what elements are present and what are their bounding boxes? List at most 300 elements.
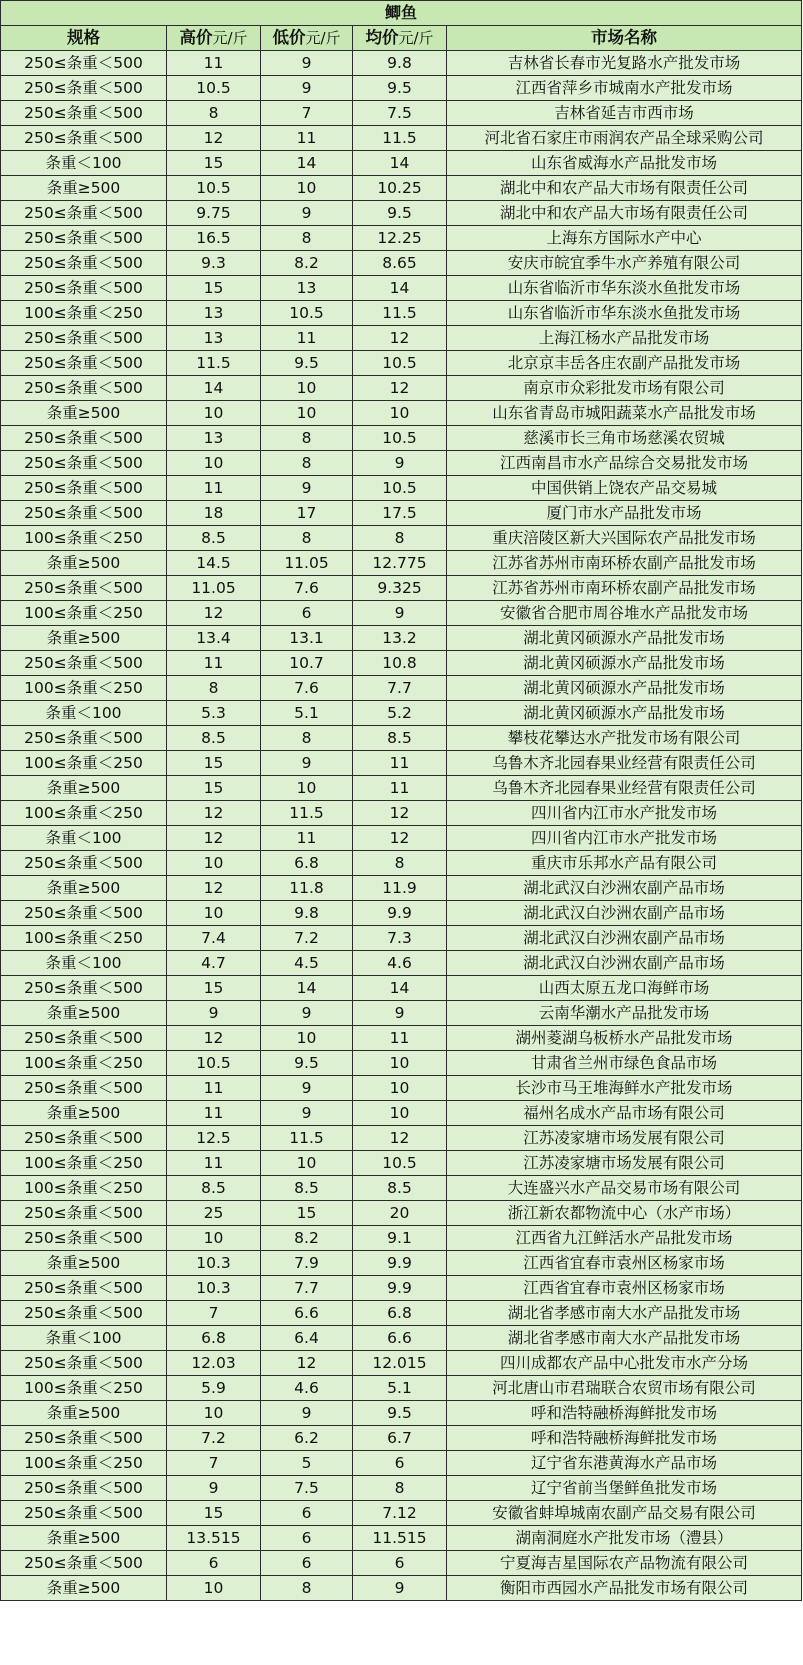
cell-high-price: 10.3 — [167, 1251, 261, 1276]
cell-high-price: 4.7 — [167, 951, 261, 976]
cell-low-price: 6 — [261, 1551, 353, 1576]
cell-high-price: 5.3 — [167, 701, 261, 726]
header-low-price — [261, 26, 353, 51]
cell-market: 衡阳市西园水产品批发市场有限公司 — [447, 1576, 802, 1601]
cell-spec: 250≤条重＜500 — [1, 501, 167, 526]
cell-spec: 条重＜100 — [1, 151, 167, 176]
cell-spec: 250≤条重＜500 — [1, 1276, 167, 1301]
cell-avg-price: 9 — [353, 601, 447, 626]
cell-market: 河北省石家庄市雨润农产品全球采购公司 — [447, 126, 802, 151]
table-row — [1, 126, 802, 151]
cell-high-price: 13 — [167, 426, 261, 451]
cell-avg-price: 9.325 — [353, 576, 447, 601]
header-low-label: 低价 — [272, 28, 306, 47]
cell-avg-price: 5.1 — [353, 1376, 447, 1401]
cell-market: 江西省宜春市袁州区杨家市场 — [447, 1251, 802, 1276]
cell-spec: 条重≥500 — [1, 176, 167, 201]
table-row — [1, 651, 802, 676]
table-row — [1, 501, 802, 526]
cell-low-price: 9 — [261, 1001, 353, 1026]
cell-avg-price: 9 — [353, 451, 447, 476]
table-row — [1, 826, 802, 851]
cell-market: 湖北武汉白沙洲农副产品市场 — [447, 951, 802, 976]
cell-market: 呼和浩特融桥海鲜批发市场 — [447, 1426, 802, 1451]
cell-high-price: 6 — [167, 1551, 261, 1576]
table-row — [1, 1451, 802, 1476]
cell-market: 湖北武汉白沙洲农副产品市场 — [447, 901, 802, 926]
cell-low-price: 6 — [261, 601, 353, 626]
table-title: 鲫鱼 — [1, 1, 802, 26]
cell-market: 四川成都农产品中心批发市水产分场 — [447, 1351, 802, 1376]
cell-low-price: 7.6 — [261, 576, 353, 601]
cell-high-price: 7.4 — [167, 926, 261, 951]
table-row — [1, 1251, 802, 1276]
table-row — [1, 626, 802, 651]
cell-avg-price: 9.8 — [353, 51, 447, 76]
table-row — [1, 576, 802, 601]
cell-low-price: 5.1 — [261, 701, 353, 726]
cell-high-price: 10 — [167, 901, 261, 926]
table-row — [1, 726, 802, 751]
cell-spec: 100≤条重＜250 — [1, 1376, 167, 1401]
cell-market: 辽宁省前当堡鲜鱼批发市场 — [447, 1476, 802, 1501]
table-row — [1, 51, 802, 76]
cell-avg-price: 6 — [353, 1451, 447, 1476]
cell-avg-price: 10.5 — [353, 351, 447, 376]
cell-low-price: 8.2 — [261, 1226, 353, 1251]
cell-spec: 条重≥500 — [1, 1251, 167, 1276]
cell-avg-price: 11.9 — [353, 876, 447, 901]
cell-market: 湖北黄冈硕源水产品批发市场 — [447, 651, 802, 676]
table-row — [1, 301, 802, 326]
cell-market: 乌鲁木齐北园春果业经营有限责任公司 — [447, 776, 802, 801]
cell-spec: 条重≥500 — [1, 626, 167, 651]
cell-avg-price: 10.8 — [353, 651, 447, 676]
cell-avg-price: 9 — [353, 1576, 447, 1601]
cell-high-price: 12 — [167, 601, 261, 626]
cell-spec: 条重＜100 — [1, 951, 167, 976]
cell-avg-price: 10 — [353, 1051, 447, 1076]
cell-low-price: 6.8 — [261, 851, 353, 876]
cell-low-price: 13.1 — [261, 626, 353, 651]
cell-spec: 250≤条重＜500 — [1, 126, 167, 151]
table-row — [1, 401, 802, 426]
cell-avg-price: 4.6 — [353, 951, 447, 976]
cell-low-price: 8 — [261, 1576, 353, 1601]
cell-low-price: 11 — [261, 326, 353, 351]
cell-high-price: 10 — [167, 1226, 261, 1251]
cell-high-price: 8 — [167, 676, 261, 701]
cell-avg-price: 9.5 — [353, 1401, 447, 1426]
cell-high-price: 11 — [167, 1151, 261, 1176]
cell-low-price: 6.4 — [261, 1326, 353, 1351]
cell-market: 吉林省长春市光复路水产批发市场 — [447, 51, 802, 76]
table-row — [1, 1276, 802, 1301]
cell-spec: 100≤条重＜250 — [1, 301, 167, 326]
table-row — [1, 176, 802, 201]
cell-high-price: 7.2 — [167, 1426, 261, 1451]
cell-market: 宁夏海吉星国际农产品物流有限公司 — [447, 1551, 802, 1576]
cell-avg-price: 8 — [353, 526, 447, 551]
cell-low-price: 8 — [261, 526, 353, 551]
cell-spec: 250≤条重＜500 — [1, 1476, 167, 1501]
cell-low-price: 10 — [261, 401, 353, 426]
cell-market: 重庆涪陵区新大兴国际农产品批发市场 — [447, 526, 802, 551]
cell-spec: 100≤条重＜250 — [1, 526, 167, 551]
cell-low-price: 4.6 — [261, 1376, 353, 1401]
cell-spec: 250≤条重＜500 — [1, 1551, 167, 1576]
cell-low-price: 7.9 — [261, 1251, 353, 1276]
cell-market: 厦门市水产品批发市场 — [447, 501, 802, 526]
cell-high-price: 10.5 — [167, 1051, 261, 1076]
cell-avg-price: 20 — [353, 1201, 447, 1226]
cell-market: 安徽省合肥市周谷堆水产品批发市场 — [447, 601, 802, 626]
cell-avg-price: 7.7 — [353, 676, 447, 701]
cell-avg-price: 11.5 — [353, 126, 447, 151]
cell-avg-price: 7.12 — [353, 1501, 447, 1526]
table-row — [1, 1176, 802, 1201]
cell-high-price: 12 — [167, 801, 261, 826]
cell-spec: 条重≥500 — [1, 401, 167, 426]
header-high-price — [167, 26, 261, 51]
cell-spec: 条重≥500 — [1, 1576, 167, 1601]
cell-market: 山东省青岛市城阳蔬菜水产品批发市场 — [447, 401, 802, 426]
cell-low-price: 9 — [261, 51, 353, 76]
cell-low-price: 9.8 — [261, 901, 353, 926]
cell-market: 甘肃省兰州市绿色食品市场 — [447, 1051, 802, 1076]
table-row — [1, 226, 802, 251]
cell-low-price: 9 — [261, 1076, 353, 1101]
cell-spec: 100≤条重＜250 — [1, 1451, 167, 1476]
cell-high-price: 10.3 — [167, 1276, 261, 1301]
table-row — [1, 1201, 802, 1226]
cell-market: 江西省萍乡市城南水产批发市场 — [447, 76, 802, 101]
cell-avg-price: 10 — [353, 401, 447, 426]
cell-spec: 100≤条重＜250 — [1, 1176, 167, 1201]
cell-low-price: 10 — [261, 1026, 353, 1051]
cell-spec: 250≤条重＜500 — [1, 1426, 167, 1451]
cell-spec: 100≤条重＜250 — [1, 601, 167, 626]
cell-market: 湖北黄冈硕源水产品批发市场 — [447, 676, 802, 701]
cell-spec: 250≤条重＜500 — [1, 426, 167, 451]
cell-high-price: 15 — [167, 751, 261, 776]
cell-high-price: 16.5 — [167, 226, 261, 251]
cell-high-price: 11.5 — [167, 351, 261, 376]
table-row — [1, 776, 802, 801]
cell-low-price: 14 — [261, 151, 353, 176]
table-row — [1, 751, 802, 776]
cell-avg-price: 12 — [353, 801, 447, 826]
cell-avg-price: 9.9 — [353, 901, 447, 926]
cell-avg-price: 13.2 — [353, 626, 447, 651]
cell-high-price: 12 — [167, 126, 261, 151]
cell-spec: 250≤条重＜500 — [1, 226, 167, 251]
cell-high-price: 7 — [167, 1301, 261, 1326]
cell-high-price: 8 — [167, 101, 261, 126]
table-row — [1, 1226, 802, 1251]
header-high-label: 高价 — [179, 28, 213, 47]
cell-low-price: 7.7 — [261, 1276, 353, 1301]
table-row — [1, 1026, 802, 1051]
cell-low-price: 7.2 — [261, 926, 353, 951]
cell-low-price: 11.05 — [261, 551, 353, 576]
table-row — [1, 876, 802, 901]
cell-high-price: 12 — [167, 876, 261, 901]
table-row — [1, 901, 802, 926]
cell-market: 山东省临沂市华东淡水鱼批发市场 — [447, 276, 802, 301]
cell-high-price: 13 — [167, 326, 261, 351]
cell-high-price: 9.75 — [167, 201, 261, 226]
cell-market: 中国供销上饶农产品交易城 — [447, 476, 802, 501]
cell-low-price: 13 — [261, 276, 353, 301]
cell-avg-price: 11 — [353, 1026, 447, 1051]
cell-high-price: 25 — [167, 1201, 261, 1226]
cell-spec: 条重≥500 — [1, 1526, 167, 1551]
table-row — [1, 926, 802, 951]
cell-low-price: 9 — [261, 1401, 353, 1426]
cell-low-price: 8 — [261, 726, 353, 751]
table-row — [1, 201, 802, 226]
table-row — [1, 1551, 802, 1576]
cell-market: 山东省临沂市华东淡水鱼批发市场 — [447, 301, 802, 326]
cell-spec: 250≤条重＜500 — [1, 451, 167, 476]
table-row — [1, 851, 802, 876]
cell-market: 山东省威海水产品批发市场 — [447, 151, 802, 176]
cell-low-price: 7.5 — [261, 1476, 353, 1501]
cell-avg-price: 10 — [353, 1101, 447, 1126]
cell-avg-price: 12 — [353, 826, 447, 851]
cell-high-price: 5.9 — [167, 1376, 261, 1401]
cell-market: 长沙市马王堆海鲜水产批发市场 — [447, 1076, 802, 1101]
cell-avg-price: 12.015 — [353, 1351, 447, 1376]
cell-avg-price: 12 — [353, 326, 447, 351]
cell-low-price: 6 — [261, 1501, 353, 1526]
cell-avg-price: 14 — [353, 976, 447, 1001]
cell-market: 江苏省苏州市南环桥农副产品批发市场 — [447, 576, 802, 601]
cell-spec: 250≤条重＜500 — [1, 101, 167, 126]
cell-spec: 250≤条重＜500 — [1, 1076, 167, 1101]
cell-market: 江西省九江鲜活水产品批发市场 — [447, 1226, 802, 1251]
cell-spec: 条重≥500 — [1, 551, 167, 576]
table-row — [1, 1426, 802, 1451]
cell-market: 上海江杨水产品批发市场 — [447, 326, 802, 351]
cell-market: 湖北黄冈硕源水产品批发市场 — [447, 626, 802, 651]
header-high-unit: 元/斤 — [212, 29, 248, 47]
cell-market: 河北唐山市君瑞联合农贸市场有限公司 — [447, 1376, 802, 1401]
cell-high-price: 9 — [167, 1001, 261, 1026]
cell-spec: 条重≥500 — [1, 1001, 167, 1026]
cell-market: 山西太原五龙口海鲜市场 — [447, 976, 802, 1001]
cell-market: 四川省内江市水产批发市场 — [447, 801, 802, 826]
table-row — [1, 101, 802, 126]
cell-avg-price: 8.65 — [353, 251, 447, 276]
table-row — [1, 526, 802, 551]
cell-low-price: 12 — [261, 1351, 353, 1376]
cell-low-price: 7 — [261, 101, 353, 126]
cell-market: 湖北黄冈硕源水产品批发市场 — [447, 701, 802, 726]
cell-high-price: 13 — [167, 301, 261, 326]
cell-spec: 250≤条重＜500 — [1, 576, 167, 601]
title-row — [1, 1, 802, 26]
cell-spec: 条重＜100 — [1, 826, 167, 851]
cell-spec: 条重≥500 — [1, 876, 167, 901]
header-row — [1, 26, 802, 51]
cell-spec: 250≤条重＜500 — [1, 1126, 167, 1151]
cell-spec: 条重≥500 — [1, 1101, 167, 1126]
table-row — [1, 1326, 802, 1351]
cell-avg-price: 10.5 — [353, 1151, 447, 1176]
cell-avg-price: 12 — [353, 1126, 447, 1151]
cell-avg-price: 8 — [353, 851, 447, 876]
cell-low-price: 6.2 — [261, 1426, 353, 1451]
cell-low-price: 17 — [261, 501, 353, 526]
cell-avg-price: 5.2 — [353, 701, 447, 726]
cell-high-price: 10 — [167, 1401, 261, 1426]
cell-market: 上海东方国际水产中心 — [447, 226, 802, 251]
table-row — [1, 1051, 802, 1076]
cell-low-price: 10 — [261, 376, 353, 401]
cell-low-price: 8 — [261, 451, 353, 476]
cell-avg-price: 12.25 — [353, 226, 447, 251]
cell-market: 江西省宜春市袁州区杨家市场 — [447, 1276, 802, 1301]
cell-spec: 100≤条重＜250 — [1, 926, 167, 951]
cell-avg-price: 11.515 — [353, 1526, 447, 1551]
cell-high-price: 13.515 — [167, 1526, 261, 1551]
table-row — [1, 1526, 802, 1551]
cell-low-price: 7.6 — [261, 676, 353, 701]
cell-high-price: 9.3 — [167, 251, 261, 276]
cell-avg-price: 10.25 — [353, 176, 447, 201]
table-row — [1, 426, 802, 451]
cell-low-price: 8.5 — [261, 1176, 353, 1201]
cell-market: 湖北武汉白沙洲农副产品市场 — [447, 926, 802, 951]
cell-avg-price: 8.5 — [353, 1176, 447, 1201]
cell-avg-price: 11 — [353, 751, 447, 776]
cell-low-price: 5 — [261, 1451, 353, 1476]
cell-high-price: 8.5 — [167, 1176, 261, 1201]
header-avg-unit: 元/斤 — [398, 29, 434, 47]
table-row — [1, 451, 802, 476]
cell-market: 湖北武汉白沙洲农副产品市场 — [447, 876, 802, 901]
cell-spec: 100≤条重＜250 — [1, 1051, 167, 1076]
cell-low-price: 9 — [261, 751, 353, 776]
table-row — [1, 251, 802, 276]
cell-high-price: 8.5 — [167, 726, 261, 751]
cell-avg-price: 6 — [353, 1551, 447, 1576]
cell-spec: 100≤条重＜250 — [1, 676, 167, 701]
table-row — [1, 601, 802, 626]
cell-market: 江苏省苏州市南环桥农副产品批发市场 — [447, 551, 802, 576]
cell-low-price: 10.7 — [261, 651, 353, 676]
table-row — [1, 151, 802, 176]
cell-high-price: 8.5 — [167, 526, 261, 551]
cell-avg-price: 11 — [353, 776, 447, 801]
cell-high-price: 15 — [167, 1501, 261, 1526]
cell-market: 攀枝花攀达水产批发市场有限公司 — [447, 726, 802, 751]
cell-high-price: 11 — [167, 476, 261, 501]
cell-spec: 100≤条重＜250 — [1, 801, 167, 826]
cell-avg-price: 10 — [353, 1076, 447, 1101]
cell-avg-price: 9.9 — [353, 1276, 447, 1301]
table-row — [1, 676, 802, 701]
cell-spec: 250≤条重＜500 — [1, 201, 167, 226]
table-row — [1, 1501, 802, 1526]
table-row — [1, 976, 802, 1001]
cell-high-price: 10 — [167, 451, 261, 476]
cell-avg-price: 9 — [353, 1001, 447, 1026]
table-row — [1, 951, 802, 976]
cell-market: 江苏凌家塘市场发展有限公司 — [447, 1151, 802, 1176]
cell-market: 辽宁省东港黄海水产品市场 — [447, 1451, 802, 1476]
cell-low-price: 14 — [261, 976, 353, 1001]
cell-low-price: 11.5 — [261, 801, 353, 826]
cell-low-price: 10 — [261, 776, 353, 801]
cell-low-price: 9 — [261, 76, 353, 101]
cell-high-price: 11 — [167, 651, 261, 676]
table-row — [1, 1401, 802, 1426]
cell-avg-price: 9.9 — [353, 1251, 447, 1276]
cell-spec: 250≤条重＜500 — [1, 476, 167, 501]
cell-spec: 100≤条重＜250 — [1, 1151, 167, 1176]
cell-low-price: 4.5 — [261, 951, 353, 976]
cell-low-price: 10 — [261, 176, 353, 201]
cell-avg-price: 7.3 — [353, 926, 447, 951]
cell-avg-price: 9.1 — [353, 1226, 447, 1251]
cell-avg-price: 12 — [353, 376, 447, 401]
cell-market: 大连盛兴水产品交易市场有限公司 — [447, 1176, 802, 1201]
cell-market: 湖北中和农产品大市场有限责任公司 — [447, 176, 802, 201]
cell-avg-price: 14 — [353, 276, 447, 301]
cell-high-price: 12 — [167, 826, 261, 851]
cell-low-price: 9 — [261, 476, 353, 501]
cell-low-price: 11 — [261, 126, 353, 151]
cell-market: 湖州菱湖乌板桥水产品批发市场 — [447, 1026, 802, 1051]
cell-low-price: 10.5 — [261, 301, 353, 326]
table-row — [1, 1076, 802, 1101]
cell-market: 吉林省延吉市西市场 — [447, 101, 802, 126]
cell-spec: 条重≥500 — [1, 776, 167, 801]
table-row — [1, 1101, 802, 1126]
table-row — [1, 476, 802, 501]
header-market: 市场名称 — [447, 26, 802, 51]
cell-high-price: 11.05 — [167, 576, 261, 601]
cell-market: 北京京丰岳各庄农副产品批发市场 — [447, 351, 802, 376]
cell-spec: 100≤条重＜250 — [1, 751, 167, 776]
cell-high-price: 15 — [167, 776, 261, 801]
cell-market: 湖北中和农产品大市场有限责任公司 — [447, 201, 802, 226]
cell-high-price: 11 — [167, 51, 261, 76]
cell-low-price: 6.6 — [261, 1301, 353, 1326]
cell-high-price: 7 — [167, 1451, 261, 1476]
table-row — [1, 76, 802, 101]
table-row — [1, 351, 802, 376]
header-avg-label: 均价 — [365, 28, 399, 47]
table-row — [1, 376, 802, 401]
cell-market: 乌鲁木齐北园春果业经营有限责任公司 — [447, 751, 802, 776]
cell-avg-price: 14 — [353, 151, 447, 176]
cell-spec: 250≤条重＜500 — [1, 1301, 167, 1326]
cell-avg-price: 12.775 — [353, 551, 447, 576]
cell-avg-price: 8 — [353, 1476, 447, 1501]
cell-high-price: 9 — [167, 1476, 261, 1501]
cell-market: 安徽省蚌埠城南农副产品交易有限公司 — [447, 1501, 802, 1526]
cell-spec: 250≤条重＜500 — [1, 726, 167, 751]
cell-high-price: 15 — [167, 276, 261, 301]
cell-low-price: 6 — [261, 1526, 353, 1551]
cell-spec: 250≤条重＜500 — [1, 351, 167, 376]
cell-high-price: 10 — [167, 851, 261, 876]
cell-market: 浙江新农都物流中心（水产市场） — [447, 1201, 802, 1226]
